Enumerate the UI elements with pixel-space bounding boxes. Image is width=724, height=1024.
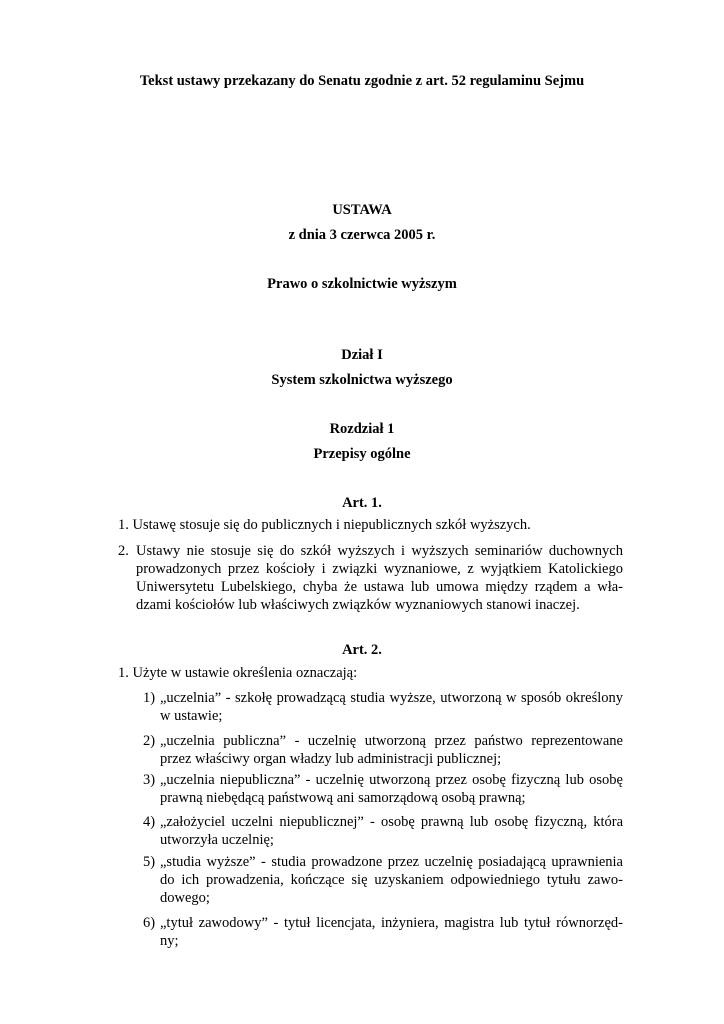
article-2-heading: Art. 2. xyxy=(342,642,382,658)
document-date: z dnia 3 czerwca 2005 r. xyxy=(288,227,436,243)
article-2-intro xyxy=(118,664,626,682)
article-1-heading: Art. 1. xyxy=(342,495,382,511)
chapter-name: Przepisy ogólne xyxy=(313,446,411,462)
definition-item xyxy=(143,853,623,907)
item-line: „studia wyższe” - studia prowadzone przez uczelnię posiadającą uprawnienia xyxy=(160,854,623,870)
definition-item xyxy=(143,914,623,950)
paragraph-line: prowadzonych przez kościoły i związki wyznaniowe, z wyjątkiem Katolickiego xyxy=(136,561,623,577)
item-line: przez właściwy organ władzy lub administracji publicznej; xyxy=(160,751,502,767)
paragraph-line: 1. Ustawę stosuje się do publicznych i niepublicznych szkół wyższych. xyxy=(118,517,531,533)
article-1-paragraph-2 xyxy=(118,542,623,614)
item-line: do ich prowadzenia, kończące się uzyskaniem odpowiedniego tytułu zawo- xyxy=(160,872,623,888)
paragraph-line: dzami kościołów lub właściwych związków wyznaniowych stanowi inaczej. xyxy=(136,597,580,613)
item-line: dowego; xyxy=(160,890,210,906)
chapter-label: Rozdział 1 xyxy=(329,421,395,437)
paragraph-body xyxy=(136,542,623,614)
item-number: 1) xyxy=(143,690,156,706)
article-1-paragraph-1 xyxy=(118,516,626,534)
item-body xyxy=(160,771,623,807)
paragraph-line: 1. Użyte w ustawie określenia oznaczają: xyxy=(118,665,358,681)
item-body xyxy=(160,689,623,725)
item-body xyxy=(160,853,623,907)
item-line: utworzyła uczelnię; xyxy=(160,832,274,848)
division-name: System szkolnictwa wyższego xyxy=(271,372,453,388)
item-line: ny; xyxy=(160,933,179,949)
header-note: Tekst ustawy przekazany do Senatu zgodnie z art. 52 regulaminu Sejmu xyxy=(139,73,585,89)
item-number: 5) xyxy=(143,854,156,870)
definition-item xyxy=(143,771,623,807)
item-line: „uczelnia niepubliczna” - uczelnię utworzoną przez osobę fizyczną lub osobę xyxy=(160,772,623,788)
item-line: „uczelnia” - szkołę prowadzącą studia wyższe, utworzoną w sposób określony xyxy=(160,690,623,706)
paragraph-line: Uniwersytetu Lubelskiego, chyba że ustawa lub umowa między rządem a wła- xyxy=(136,579,623,595)
item-body xyxy=(160,914,623,950)
item-body xyxy=(160,732,623,768)
paragraph-number: 2. xyxy=(118,543,129,559)
item-line: „uczelnia publiczna” - uczelnię utworzoną przez państwo reprezentowane xyxy=(160,733,623,749)
definition-item xyxy=(143,813,623,849)
item-line: „tytuł zawodowy” - tytuł licencjata, inżyniera, magistra lub tytuł równorzęd- xyxy=(160,915,623,931)
paragraph-line: Ustawy nie stosuje się do szkół wyższych i wyższych seminariów duchownych xyxy=(136,543,623,559)
item-number: 3) xyxy=(143,772,156,788)
document-type: USTAWA xyxy=(332,202,392,218)
item-line: w ustawie; xyxy=(160,708,223,724)
document-title: Prawo o szkolnictwie wyższym xyxy=(267,276,457,292)
item-line: prawną niebędącą państwową ani samorządową osobą prawną; xyxy=(160,790,526,806)
item-number: 4) xyxy=(143,814,156,830)
division-label: Dział I xyxy=(341,347,383,363)
item-number: 2) xyxy=(143,733,156,749)
item-body xyxy=(160,813,623,849)
definition-item xyxy=(143,689,623,725)
item-number: 6) xyxy=(143,915,156,931)
definition-item xyxy=(143,732,623,768)
item-line: „założyciel uczelni niepublicznej” - osobę prawną lub osobę fizyczną, która xyxy=(160,814,623,830)
